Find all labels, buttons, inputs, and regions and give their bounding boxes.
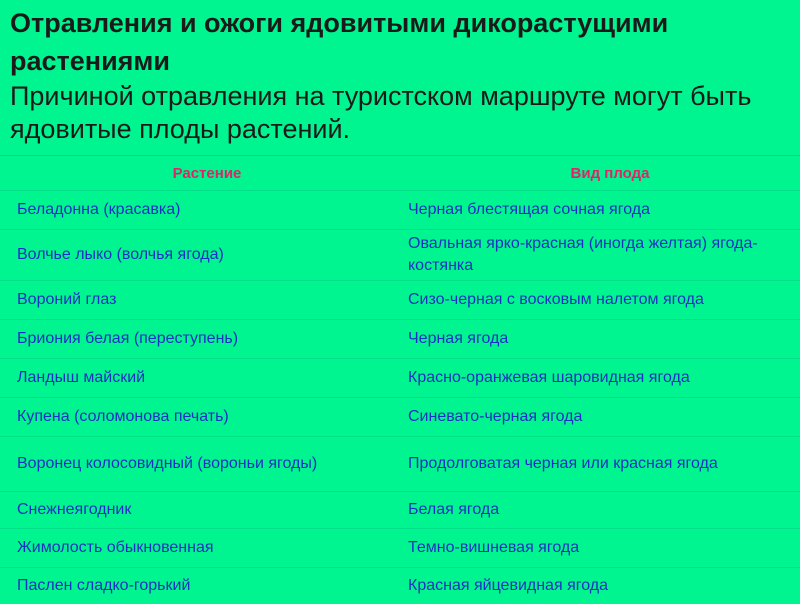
cell-fruit: Сизо-черная с восковым налетом ягода: [408, 291, 704, 308]
table-row: [0, 397, 800, 436]
cell-plant: Купена (соломонова печать): [17, 408, 229, 425]
slide-title: Отравления и ожоги ядовитыми дикорастущими растениями: [10, 8, 669, 76]
table-row: [0, 567, 800, 604]
plants-table: [0, 155, 800, 604]
table-row: [0, 229, 800, 280]
cell-plant: Жимолость обыкновенная: [17, 539, 214, 556]
table-row: [0, 190, 800, 229]
cell-fruit: Черная блестящая сочная ягода: [408, 201, 650, 218]
cell-fruit: Овальная ярко-красная (иногда желтая) ягода-костянка: [408, 235, 758, 274]
header-plant: Растение: [172, 164, 242, 182]
cell-plant: Беладонна (красавка): [17, 201, 181, 218]
cell-fruit: Продолговатая черная или красная ягода: [408, 455, 718, 472]
cell-fruit: Темно-вишневая ягода: [408, 539, 580, 556]
cell-fruit: Черная ягода: [408, 330, 509, 347]
cell-plant: Воронец колосовидный (вороньи ягоды): [17, 455, 318, 472]
cell-plant: Вороний глаз: [17, 291, 117, 308]
header-fruit-type: Вид плода: [570, 164, 650, 182]
table-header: [0, 155, 800, 190]
slide-subtitle: Причиной отравления на туристском маршруте могут быть ядовитые плоды растений.: [10, 81, 752, 144]
cell-plant: Снежнеягодник: [17, 501, 132, 518]
cell-fruit: Синевато-черная ягода: [408, 408, 583, 425]
cell-plant: Паслен сладко-горький: [17, 577, 191, 594]
cell-fruit: Красно-оранжевая шаровидная ягода: [408, 369, 690, 386]
table-row: [0, 280, 800, 319]
table-row: [0, 436, 800, 491]
table-row: [0, 319, 800, 358]
cell-plant: Волчье лыко (волчья ягода): [17, 246, 224, 263]
table-row: [0, 491, 800, 528]
table-row: [0, 358, 800, 397]
cell-plant: Ландыш майский: [17, 369, 146, 386]
cell-plant: Бриония белая (переступень): [17, 330, 239, 347]
table-row: [0, 528, 800, 567]
cell-fruit: Белая ягода: [408, 501, 500, 518]
cell-fruit: Красная яйцевидная ягода: [408, 577, 608, 594]
